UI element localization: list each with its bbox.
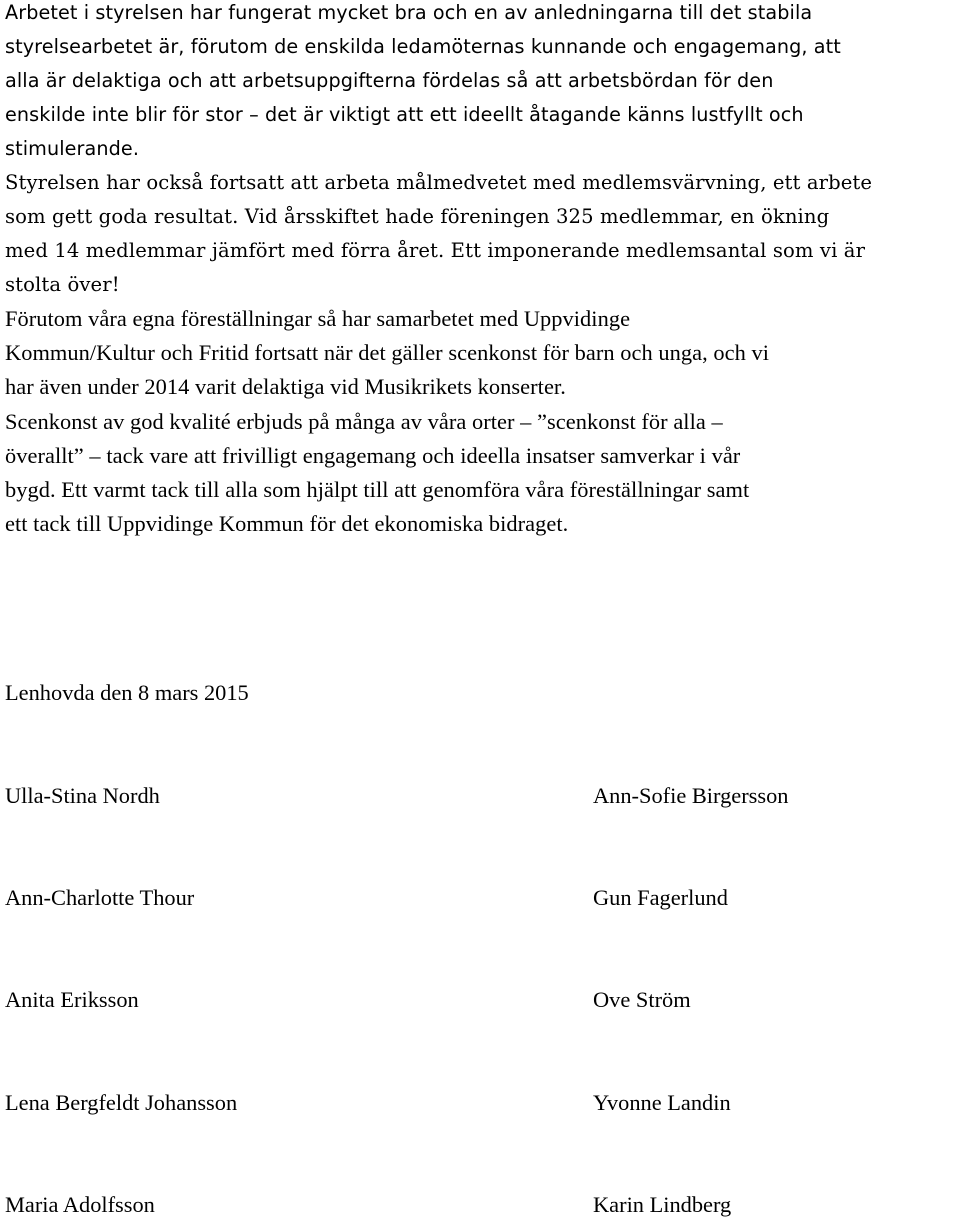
text-line: med 14 medlemmar jämfört med förra året. Ett imponerande medlemsantal som vi är (5, 239, 866, 262)
signature-name: Ove Ström (593, 987, 691, 1012)
signature-name: Ann-Sofie Birgersson (593, 783, 789, 808)
text-line: Styrelsen har också fortsatt att arbeta målmedvetet med medlemsvärvning, ett arbete (5, 171, 873, 194)
signature-name: Ann-Charlotte Thour (5, 885, 195, 910)
text-line: Arbetet i styrelsen har fungerat mycket bra och en av anledningarna till det stabila (5, 1, 813, 24)
text-line: Förutom våra egna föreställningar så har samarbetet med Uppvidinge (5, 306, 631, 331)
text-line: Scenkonst av god kvalité erbjuds på många av våra orter – ”scenkonst för alla – (5, 409, 723, 434)
signature-name: Anita Eriksson (5, 987, 139, 1012)
text-line: bygd. Ett varmt tack till alla som hjälpt till att genomföra våra föreställningar samt (5, 477, 750, 502)
text-line: ett tack till Uppvidinge Kommun för det ekonomiska bidraget. (5, 511, 569, 536)
signature-name: Karin Lindberg (593, 1192, 732, 1217)
text-line: stolta över! (5, 273, 120, 296)
place-and-date: Lenhovda den 8 mars 2015 (5, 680, 249, 705)
signature-name: Yvonne Landin (593, 1090, 731, 1115)
signature-name: Lena Bergfeldt Johansson (5, 1090, 238, 1115)
text-line: som gett goda resultat. Vid årsskiftet hade föreningen 325 medlemmar, en ökning (5, 205, 830, 228)
text-line: har även under 2014 varit delaktiga vid Musikrikets konserter. (5, 374, 566, 399)
signature-name: Ulla-Stina Nordh (5, 783, 160, 808)
signature-name: Gun Fagerlund (593, 885, 728, 910)
text-line: alla är delaktiga och att arbetsuppgifterna fördelas så att arbetsbördan för den (5, 69, 774, 92)
text-line: Kommun/Kultur och Fritid fortsatt när det gäller scenkonst för barn och unga, och vi (5, 340, 770, 365)
text-line: enskilde inte blir för stor – det är viktigt att ett ideellt åtagande känns lustfyllt och (5, 103, 804, 126)
text-line: stimulerande. (5, 137, 140, 160)
text-line: styrelsearbetet är, förutom de enskilda ledamöternas kunnande och engagemang, att (5, 35, 841, 58)
text-line: överallt” – tack vare att frivilligt engagemang och ideella insatser samverkar i vår (5, 443, 741, 468)
signature-name: Maria Adolfsson (5, 1192, 155, 1217)
